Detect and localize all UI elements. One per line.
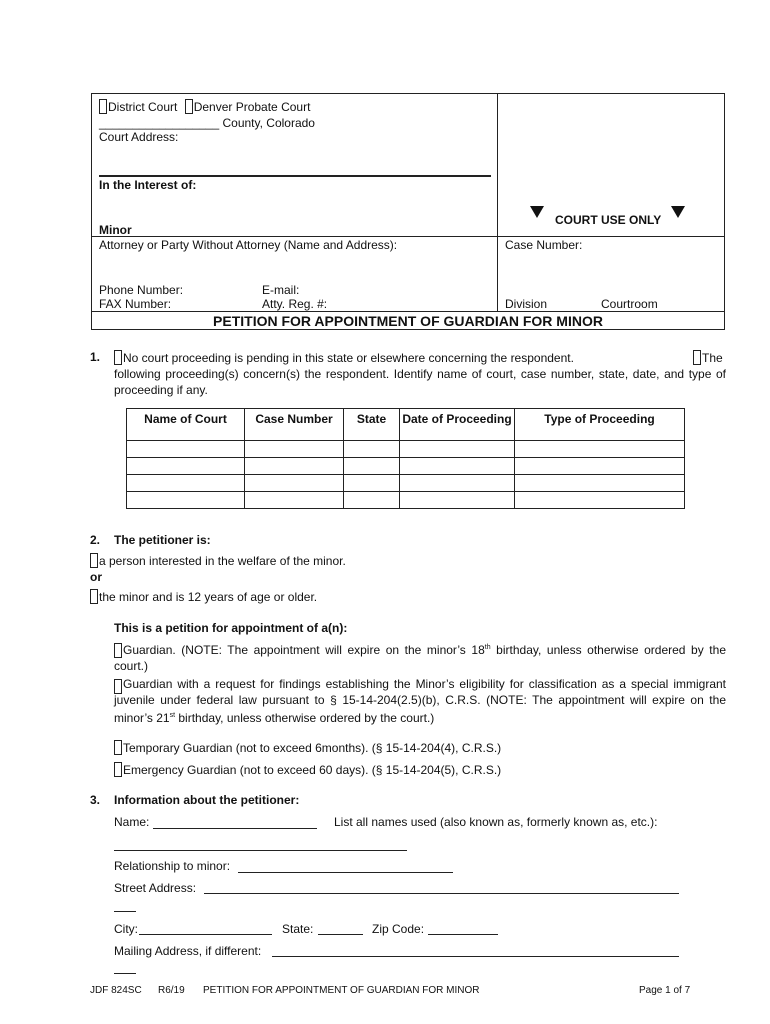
guardian-superscript: th xyxy=(484,644,491,651)
sij-guardian-label: Guardian with a request for findings establishing the Minor’s eligibility for classification as a special immigrant juvenile under federal law pursuant to § 15-14-204(2.5)(b), C.R.S. (NOTE: The appointment will expire on the minor’s 21 xyxy=(114,677,726,725)
denver-probate-label: Denver Probate Court xyxy=(193,100,311,114)
aka-field[interactable] xyxy=(114,850,407,851)
table-cell[interactable] xyxy=(515,441,685,458)
table-cell[interactable] xyxy=(127,441,245,458)
section-3-title: Information about the petitioner: xyxy=(114,793,300,807)
table-cell[interactable] xyxy=(400,475,515,492)
table-header-row xyxy=(127,409,685,441)
table-cell[interactable] xyxy=(344,458,400,475)
street-address-field-continued[interactable] xyxy=(114,911,136,912)
attorney-label: Attorney or Party Without Attorney (Name and Address): xyxy=(99,238,398,252)
district-court-label: District Court xyxy=(108,100,178,114)
name-label: Name: xyxy=(114,815,150,829)
footer-page-number: Page 1 of 7 xyxy=(639,985,691,996)
mailing-address-label: Mailing Address, if different: xyxy=(114,944,262,958)
table-cell[interactable] xyxy=(515,475,685,492)
table-cell[interactable] xyxy=(515,458,685,475)
emergency-guardian-checkbox[interactable] xyxy=(114,762,122,777)
interested-person-checkbox[interactable] xyxy=(90,553,98,568)
no-proceeding-label: No court proceeding is pending in this state or elsewhere concerning the respondent. xyxy=(123,351,574,365)
emergency-guardian-label: Emergency Guardian (not to exceed 60 days). (§ 15-14-204(5), C.R.S.) xyxy=(123,763,502,777)
proceeding-instructions: following proceeding(s) concern(s) the respondent. Identify name of court, case number, state, date, and type of proceeding if any. xyxy=(114,367,726,397)
state-field[interactable] xyxy=(318,934,363,935)
table-cell[interactable] xyxy=(245,458,344,475)
name-field[interactable] xyxy=(153,828,317,829)
court-use-only-label: COURT USE ONLY xyxy=(555,213,662,227)
courtroom-label: Courtroom xyxy=(601,297,658,311)
form-title: PETITION FOR APPOINTMENT OF GUARDIAN FOR MINOR xyxy=(213,313,603,329)
table-cell[interactable] xyxy=(400,441,515,458)
or-label: or xyxy=(90,570,102,584)
table-cell[interactable] xyxy=(400,458,515,475)
county-label: County, Colorado xyxy=(222,116,315,130)
temporary-guardian-label: Temporary Guardian (not to exceed 6months). (§ 15-14-204(4), C.R.S.) xyxy=(123,741,502,755)
court-address-label: Court Address: xyxy=(99,130,179,144)
table-cell[interactable] xyxy=(515,492,685,509)
column-header: Case Number xyxy=(245,409,344,441)
district-court-checkbox[interactable] xyxy=(99,99,107,114)
table-cell[interactable] xyxy=(344,475,400,492)
table-cell[interactable] xyxy=(344,441,400,458)
table-cell[interactable] xyxy=(245,492,344,509)
footer-title: PETITION FOR APPOINTMENT OF GUARDIAN FOR MINOR xyxy=(203,985,480,996)
temporary-guardian-checkbox[interactable] xyxy=(114,740,122,755)
proceedings-table xyxy=(126,408,685,509)
footer-revision: R6/19 xyxy=(158,985,185,996)
table-cell[interactable] xyxy=(127,475,245,492)
case-number-label: Case Number: xyxy=(505,238,583,252)
section-2-title: The petitioner is: xyxy=(114,533,211,547)
fax-label: FAX Number: xyxy=(99,297,172,311)
section-1-number: 1. xyxy=(90,350,101,364)
relationship-field[interactable] xyxy=(238,872,453,873)
aka-label: List all names used (also known as, formerly known as, etc.): xyxy=(334,815,658,829)
column-header: State xyxy=(344,409,400,441)
interest-of-label: In the Interest of: xyxy=(99,178,197,192)
relationship-label: Relationship to minor: xyxy=(114,859,231,873)
table-row xyxy=(127,441,685,458)
minor-petitioner-label: the minor and is 12 years of age or older. xyxy=(99,590,318,604)
street-address-label: Street Address: xyxy=(114,881,197,895)
table-row xyxy=(127,492,685,509)
sij-superscript: st xyxy=(169,712,176,719)
denver-probate-checkbox[interactable] xyxy=(185,99,193,114)
mailing-address-field-continued[interactable] xyxy=(114,973,136,974)
interested-person-label: a person interested in the welfare of the minor. xyxy=(99,554,346,568)
down-arrow-icon xyxy=(530,206,544,218)
column-header: Date of Proceeding xyxy=(400,409,515,441)
city-label: City: xyxy=(114,922,138,936)
street-address-field[interactable] xyxy=(204,893,679,894)
zip-label: Zip Code: xyxy=(372,922,425,936)
mailing-address-field[interactable] xyxy=(272,956,679,957)
minor-label: Minor xyxy=(99,223,132,237)
zip-field[interactable] xyxy=(428,934,498,935)
proceeding-exists-label: The xyxy=(702,351,723,365)
guardian-label-end: birthday, unless otherwise ordered by the court.) xyxy=(114,643,726,673)
email-label: E-mail: xyxy=(262,283,300,297)
column-header: Name of Court xyxy=(127,409,245,441)
table-cell[interactable] xyxy=(400,492,515,509)
appointment-type-heading: This is a petition for appointment of a(n): xyxy=(114,621,348,635)
proceeding-exists-checkbox[interactable] xyxy=(693,350,701,365)
down-arrow-icon xyxy=(671,206,685,218)
section-3-number: 3. xyxy=(90,793,101,807)
table-cell[interactable] xyxy=(245,441,344,458)
minor-petitioner-checkbox[interactable] xyxy=(90,589,98,604)
footer-form-id: JDF 824SC xyxy=(90,985,142,996)
table-cell[interactable] xyxy=(344,492,400,509)
phone-label: Phone Number: xyxy=(99,283,184,297)
sij-guardian-label-end: birthday, unless otherwise ordered by the court.) xyxy=(175,711,435,725)
no-proceeding-checkbox[interactable] xyxy=(114,350,122,365)
table-row xyxy=(127,475,685,492)
guardian-label: Guardian. (NOTE: The appointment will expire on the minor’s 18 xyxy=(123,643,485,657)
state-label: State: xyxy=(282,922,314,936)
section-2-number: 2. xyxy=(90,533,101,547)
division-label: Division xyxy=(505,297,548,311)
table-cell[interactable] xyxy=(245,475,344,492)
column-header: Type of Proceeding xyxy=(515,409,685,441)
city-field[interactable] xyxy=(139,934,272,935)
table-row xyxy=(127,458,685,475)
table-cell[interactable] xyxy=(127,492,245,509)
atty-reg-label: Atty. Reg. #: xyxy=(262,297,328,311)
county-field[interactable]: __________________ xyxy=(99,116,220,130)
table-cell[interactable] xyxy=(127,458,245,475)
